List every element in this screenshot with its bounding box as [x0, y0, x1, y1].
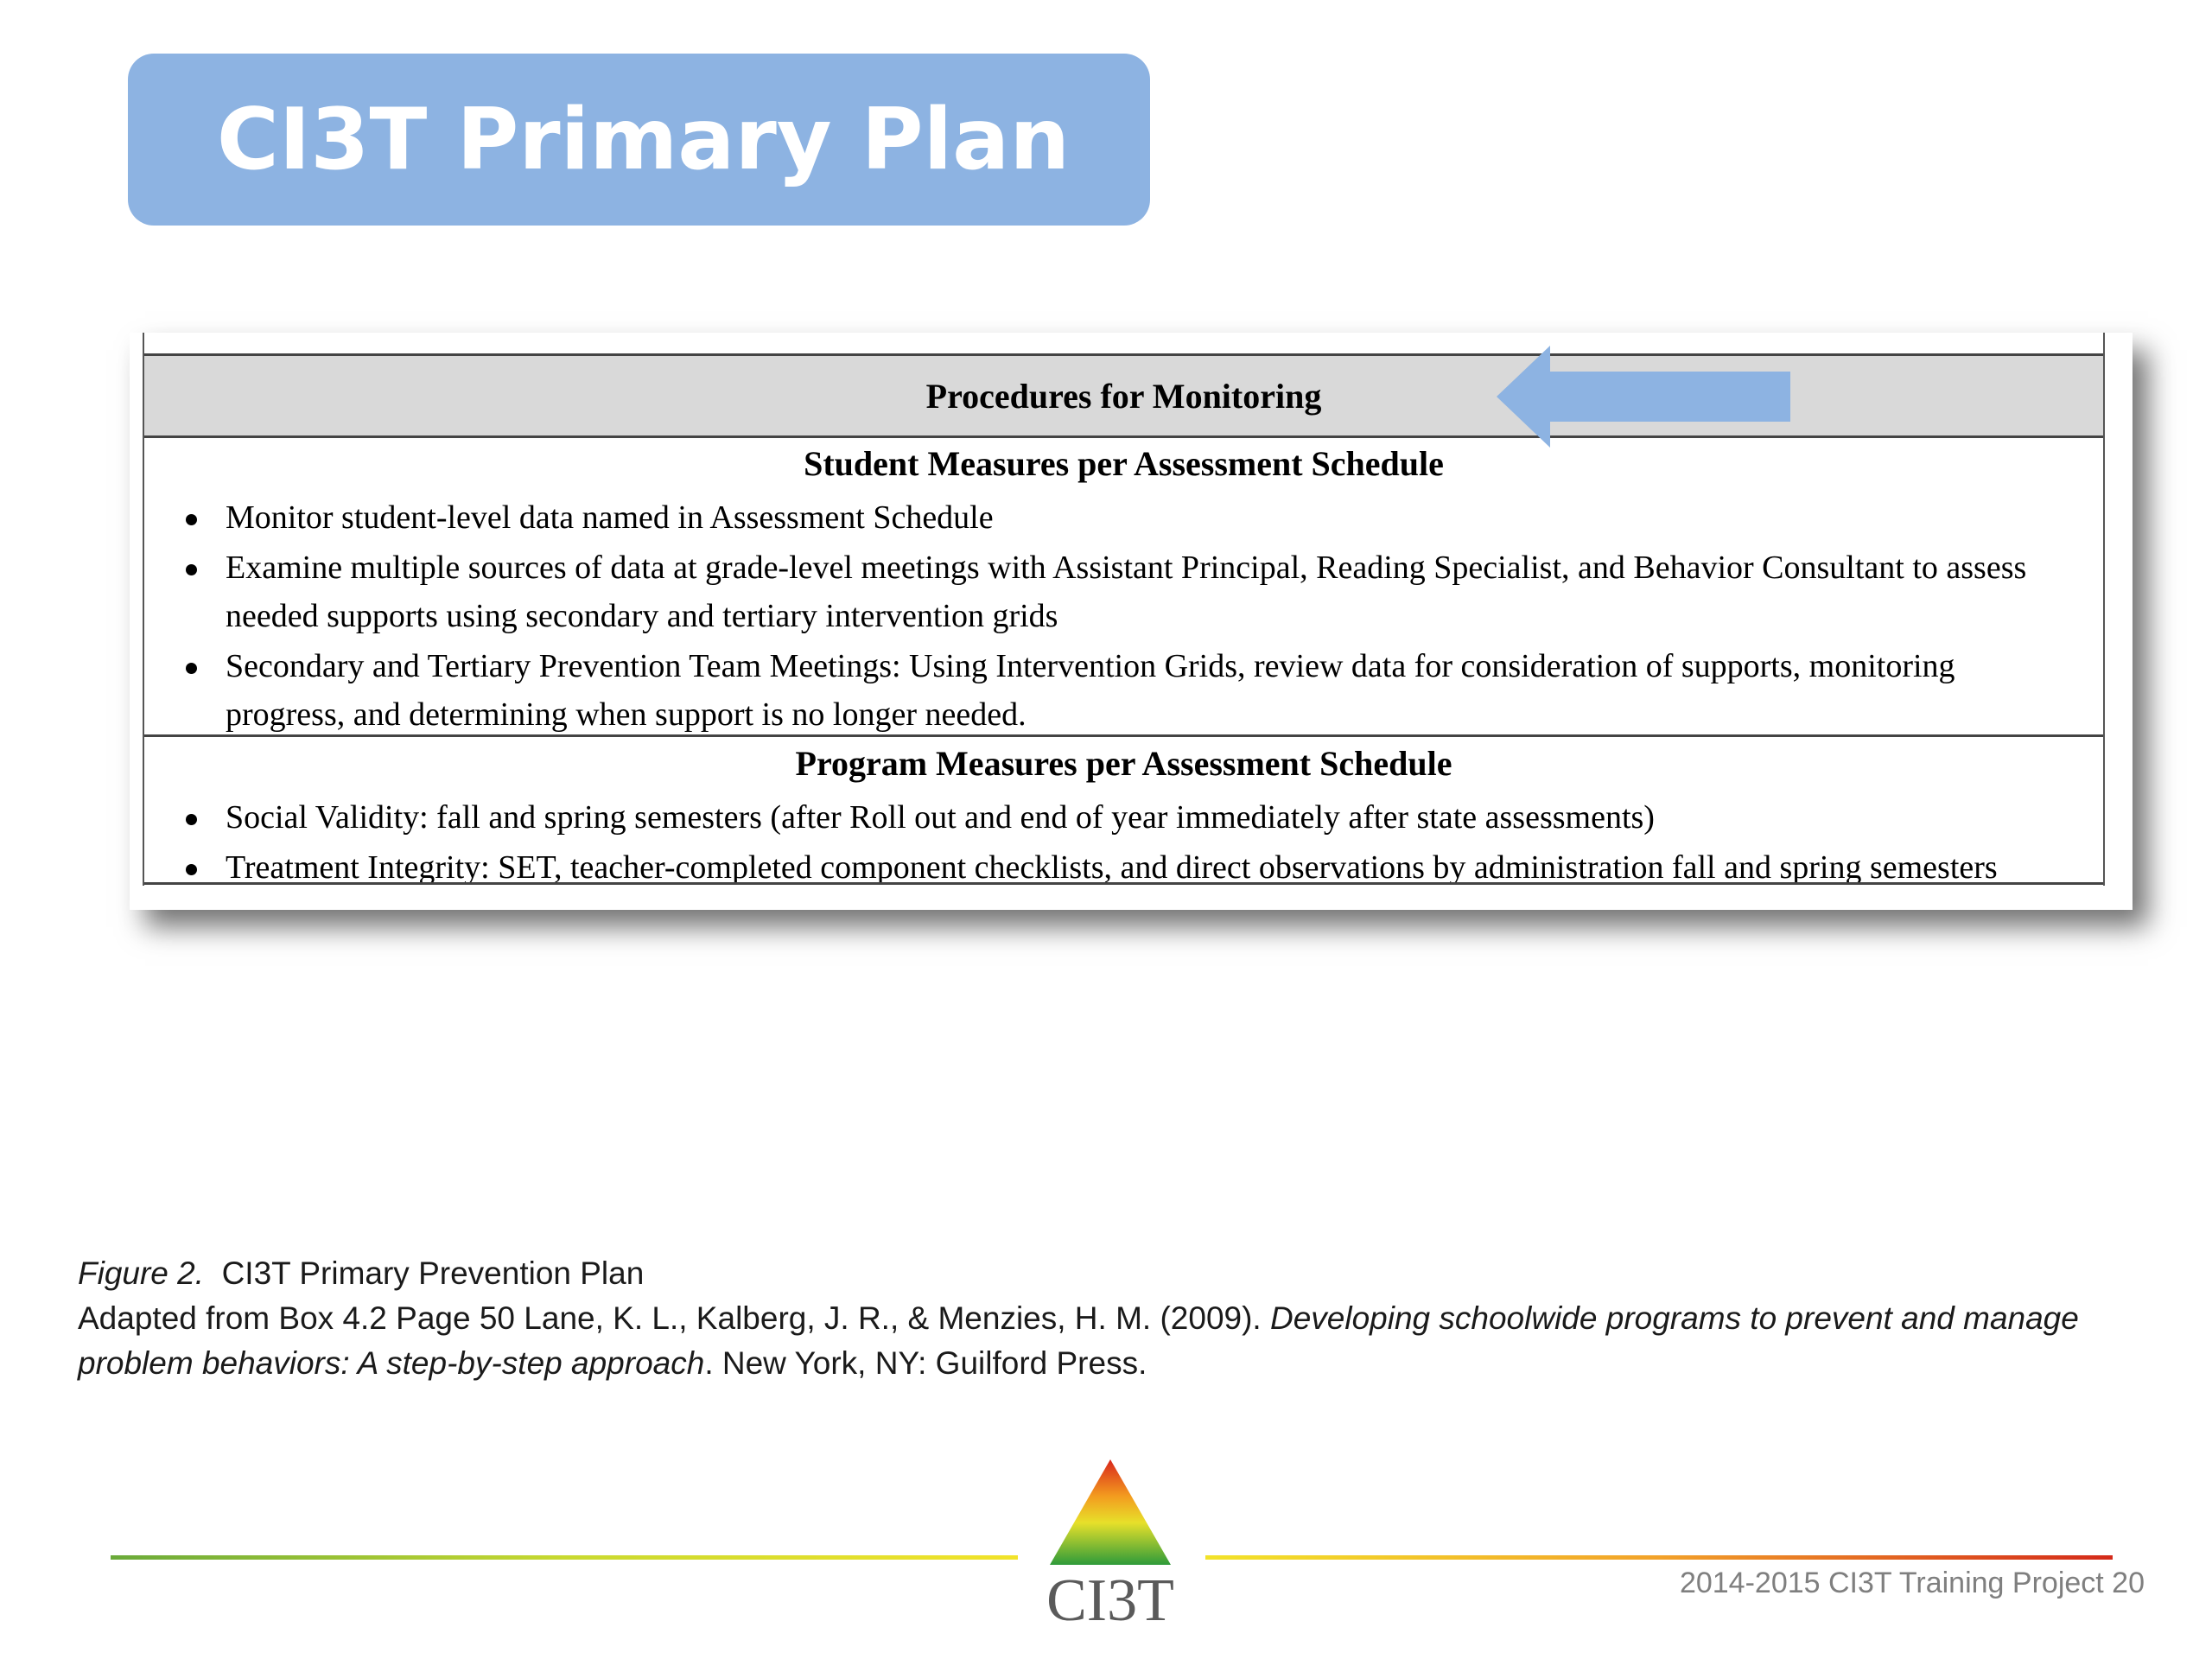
figure-label: Figure 2.	[78, 1255, 205, 1291]
citation-prefix: Adapted from Box 4.2 Page 50 Lane, K. L., Kalberg, J. R., & Menzies, H. M. (2009).	[78, 1300, 1262, 1336]
citation-title: Developing schoolwide programs to prevent and manage problem behaviors: A step-by-step approach	[78, 1300, 2079, 1381]
bullet-icon	[186, 663, 197, 674]
figure-title: CI3T Primary Prevention Plan	[221, 1255, 645, 1291]
citation-suffix: . New York, NY: Guilford Press.	[704, 1345, 1147, 1381]
footer-line-left	[111, 1555, 1018, 1560]
triangle-logo-icon	[1046, 1456, 1175, 1568]
student-bullet-list	[144, 493, 2103, 741]
table-header	[144, 356, 2103, 438]
ci3t-logo	[1046, 1456, 1175, 1646]
list-item: Treatment Integrity: SET, teacher-completed component checklists, and direct observations by administration fall and spring semesters	[144, 843, 2103, 892]
table-header-text: Procedures for Monitoring	[925, 376, 1322, 416]
citation	[78, 1296, 2169, 1386]
program-bullet-list	[144, 793, 2103, 893]
footer-line-right	[1205, 1555, 2113, 1560]
footer-project-text: 2014-2015 CI3T Training Project 20	[1679, 1567, 2145, 1599]
figure-caption	[78, 1251, 2169, 1386]
list-item: Social Validity: fall and spring semesters (after Roll out and end of year immediately after state assessments)	[144, 793, 2103, 842]
left-arrow-icon	[1497, 346, 1790, 448]
slide-title-box	[128, 54, 1150, 226]
program-section-title: Program Measures per Assessment Schedule	[795, 744, 1452, 783]
list-item: Secondary and Tertiary Prevention Team Meetings: Using Intervention Grids, review data for consideration of supports, monitoring progress, and determining when support is no longer needed.	[144, 642, 2103, 739]
student-section-title: Student Measures per Assessment Schedule	[804, 444, 1444, 483]
section-divider	[144, 734, 2103, 737]
bullet-icon	[186, 514, 197, 525]
list-item: Monitor student-level data named in Assessment Schedule	[144, 493, 2103, 542]
document-table	[143, 333, 2105, 886]
table-bottom-border	[144, 882, 2103, 885]
logo-text: CI3T	[1046, 1567, 1174, 1634]
slide-title: CI3T Primary Plan	[216, 90, 1071, 189]
bullet-icon	[186, 814, 197, 825]
figure-caption-line	[78, 1251, 2169, 1296]
bullet-icon	[186, 564, 197, 575]
list-item: Examine multiple sources of data at grade-level meetings with Assistant Principal, Reading Specialist, and Behavior Consultant to assess needed supports using secondary and tertiary intervention grids	[144, 543, 2103, 640]
bullet-icon	[186, 864, 197, 875]
